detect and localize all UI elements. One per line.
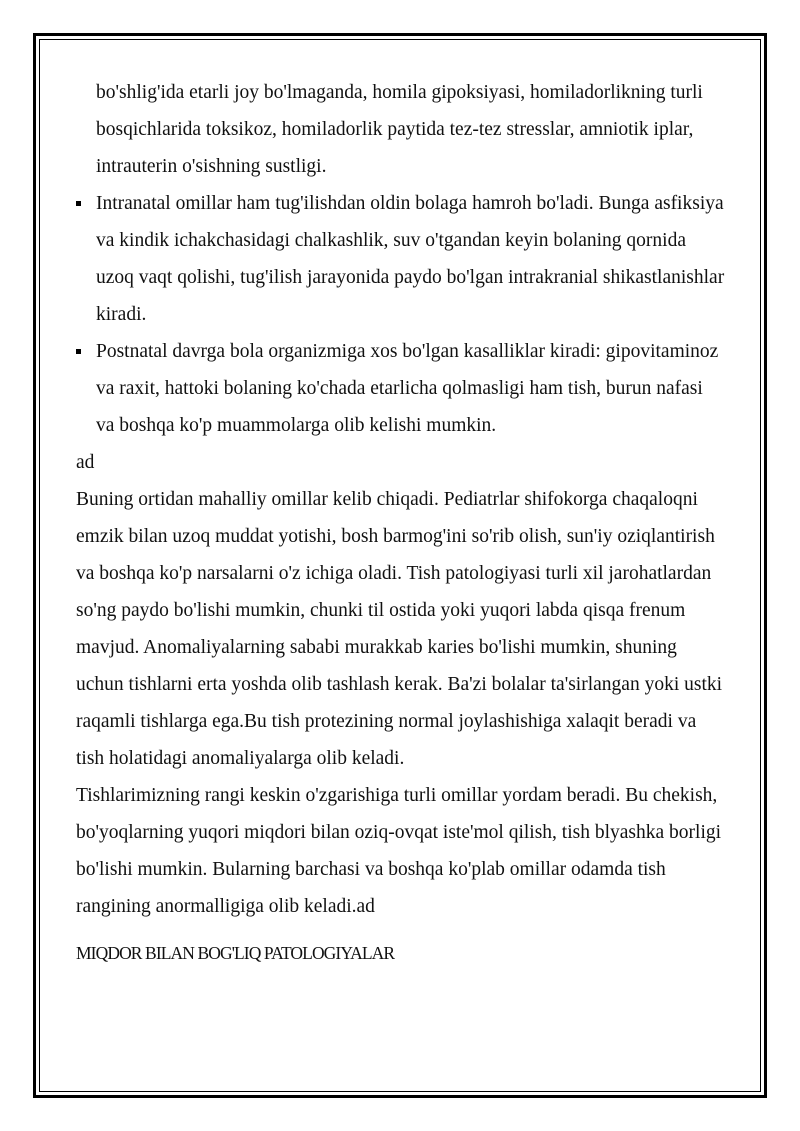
paragraph-local-factors: Buning ortidan mahalliy omillar kelib chiqadi. Pediatrlar shifokorga chaqaloqni emzik bilan uzoq muddat yotishi, bosh barmog'ini so'rib olish, sun'iy oziqlantirish va boshqa ko'p narsalarni o'z ichiga oladi. Tish patologiyasi turli xil jarohatlardan so'ng paydo bo'lishi mumkin, chunki til ostida yoki yuqori labda qisqa frenum mavjud. Anomaliyalarning sababi murakkab karies bo'lishi mumkin, shuning uchun tishlarni erta yoshda olib tashlash kerak. Ba'zi bolalar ta'sirlangan yoki ustki raqamli tishlarga ega.Bu tish protezining normal joylashishiga xalaqit beradi va tish holatidagi anomaliyalarga olib keladi. [76, 489, 723, 769]
list-item [76, 185, 726, 333]
bullet-text: Intranatal omillar ham tug'ilishdan oldin bolaga hamroh bo'ladi. Bunga asfiksiya va kindik ichakchasidagi chalkashlik, suv o'tgandan keyin bolaning qornida uzoq vaqt qolishi, tug'ilish jarayonida paydo bo'lgan intrakranial shikastlanishlar kiradi. [96, 193, 725, 325]
continued-paragraph: bo'shlig'ida etarli joy bo'lmaganda, homila gipoksiyasi, homiladorlikning turli bosqichlarida toksikoz, homiladorlik paytida tez-tez stresslar, amniotik iplar, intrauterin o'sishning sustligi. [96, 82, 703, 177]
marker-text: ad [76, 452, 95, 473]
bullet-text: Postnatal davrga bola organizmiga xos bo'lgan kasalliklar kiradi: gipovitaminoz va raxit, hattoki bolaning ko'chada etarlicha qolmasligi ham tish, burun nafasi va boshqa ko'p muammolarga olib kelishi mumkin. [96, 341, 719, 436]
bullet-list [76, 185, 726, 444]
section-heading: MIQDOR BILAN BOG'LIQ PATOLOGIYALAR [76, 943, 395, 963]
list-item [76, 333, 726, 444]
document-body [76, 74, 726, 972]
bullet-icon [76, 201, 81, 206]
paragraph-tooth-color: Tishlarimizning rangi keskin o'zgarishiga turli omillar yordam beradi. Bu chekish, bo'yoqlarning yuqori miqdori bilan oziq-ovqat iste'mol qilish, tish blyashka borligi bo'lishi mumkin. Bularning barchasi va boshqa ko'plab omillar odamda tish rangining anormalligiga olib keladi.ad [76, 785, 722, 917]
bullet-icon [76, 349, 81, 354]
